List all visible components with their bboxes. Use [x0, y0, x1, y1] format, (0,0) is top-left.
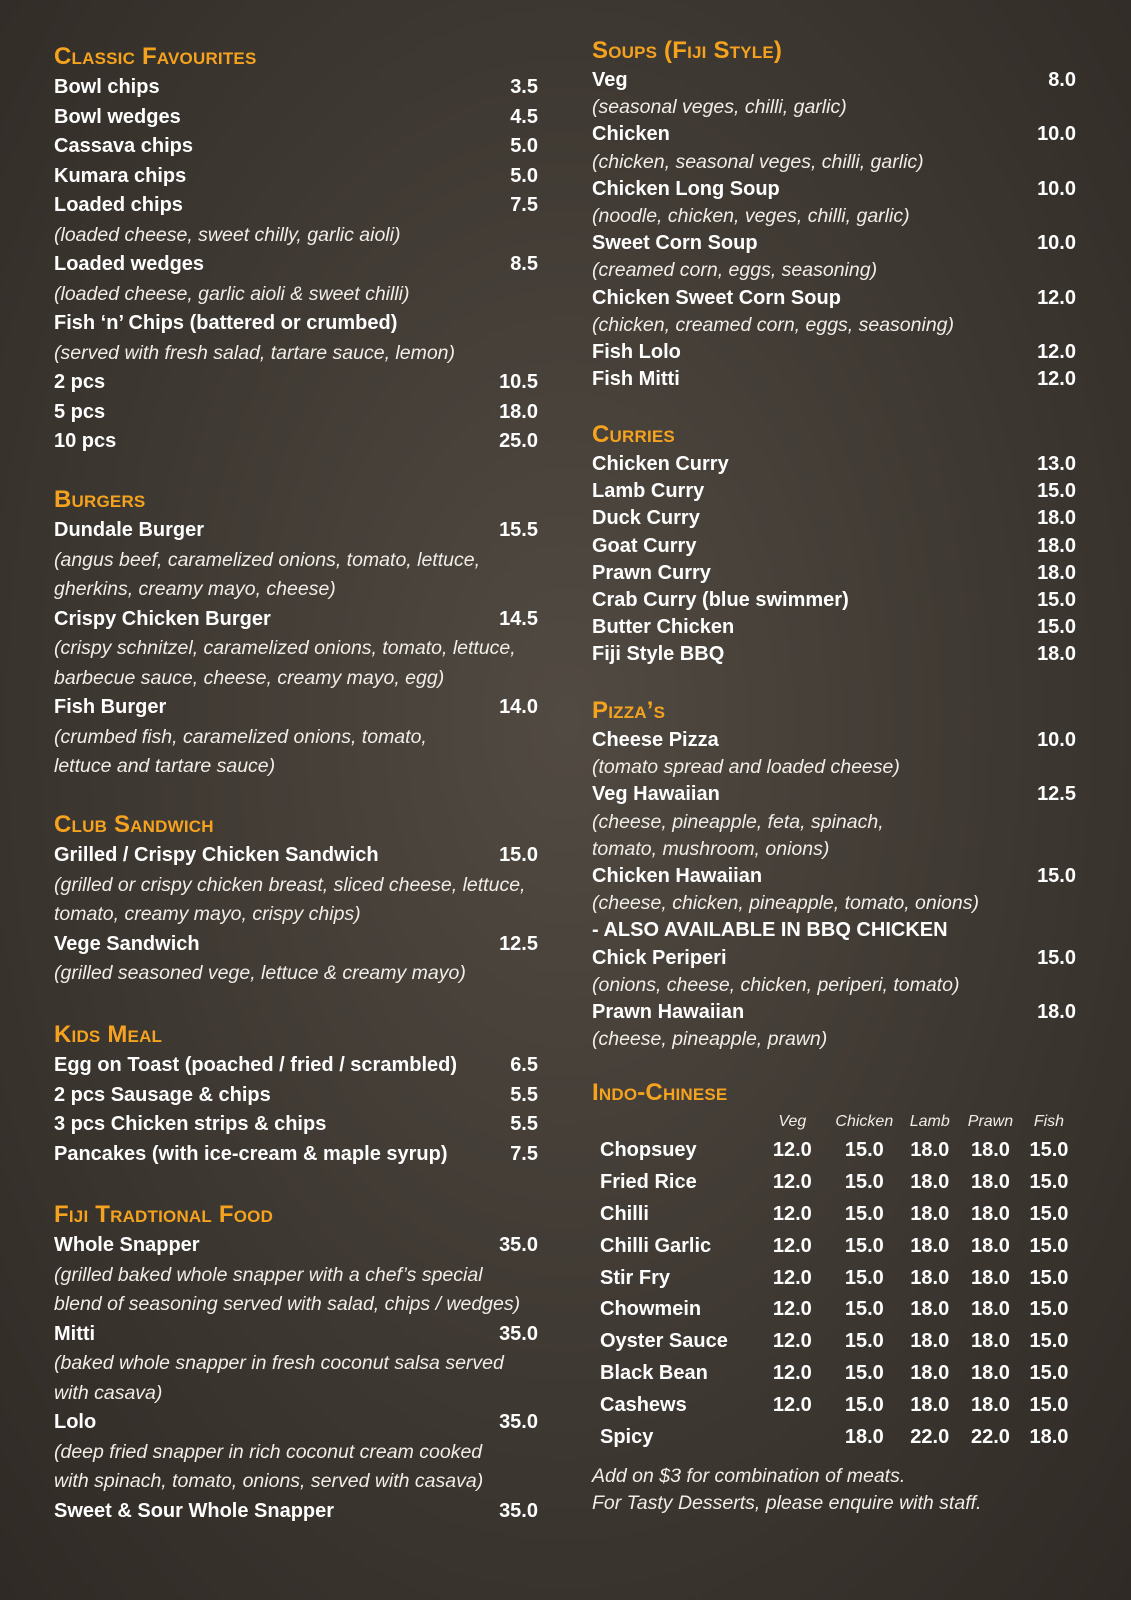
- item-name: Chicken Curry: [592, 453, 729, 475]
- section-classic-favourites: [54, 42, 538, 457]
- item-name: Fiji Style BBQ: [592, 643, 725, 666]
- column-header: Prawn: [967, 1113, 1014, 1130]
- item-price: 12.0: [1037, 340, 1076, 363]
- price-cell: 18.0: [970, 1361, 1010, 1384]
- section-heading: Indo-Chinese: [592, 1079, 728, 1106]
- item-description: (loaded cheese, sweet chilly, garlic aioli): [54, 223, 401, 246]
- section-burgers: [54, 485, 538, 782]
- item-description: (onions, cheese, chicken, periperi, tomato): [592, 973, 960, 996]
- item-name: Crab Curry (blue swimmer): [592, 588, 849, 611]
- item-name: Cassava chips: [54, 135, 193, 157]
- dish-name: Oyster Sauce: [600, 1330, 728, 1353]
- item-price: 15.0: [1037, 480, 1076, 503]
- price-cell: 15.0: [1029, 1393, 1069, 1416]
- item-name: Goat Curry: [592, 534, 697, 557]
- item-description: tomato, creamy mayo, crispy chips): [54, 903, 361, 925]
- price-cell: 18.0: [970, 1266, 1010, 1289]
- item-price: 12.0: [1037, 286, 1076, 309]
- dish-name: Chowmein: [600, 1298, 702, 1321]
- menu-item: [54, 516, 538, 546]
- item-price: 10.0: [1037, 123, 1076, 146]
- menu-item: [54, 930, 538, 960]
- item-description: with casava): [54, 1381, 163, 1404]
- item-price: 5.5: [510, 1083, 538, 1106]
- item-name: Chicken: [592, 123, 670, 146]
- item-price: 13.0: [1037, 453, 1076, 475]
- menu-item: [54, 1140, 538, 1170]
- price-cell: 18.0: [970, 1139, 1010, 1162]
- price-cell: 15.0: [844, 1361, 884, 1384]
- table-row: [600, 1262, 1076, 1294]
- item-name: 3 pcs Chicken strips & chips: [54, 1113, 327, 1135]
- price-cell: 18.0: [910, 1171, 950, 1194]
- price-cell: 12.0: [772, 1234, 812, 1257]
- item-price: 18.0: [1037, 643, 1076, 666]
- section-heading: Kids Meal: [54, 1021, 163, 1048]
- menu-item: [592, 614, 1076, 641]
- section-heading: Curries: [592, 421, 675, 448]
- item-price: 12.5: [1037, 783, 1076, 806]
- price-cell: 12.0: [772, 1393, 812, 1416]
- item-name: Chicken Sweet Corn Soup: [592, 286, 841, 309]
- item-price: 7.5: [510, 194, 538, 216]
- item-description: barbecue sauce, cheese, creamy mayo, egg): [54, 666, 445, 689]
- menu-item: [54, 693, 538, 723]
- item-price: 8.5: [510, 253, 538, 275]
- table-row: [600, 1230, 1076, 1262]
- menu-item: [592, 863, 1076, 890]
- item-description: (tomato spread and loaded cheese): [592, 756, 900, 779]
- item-price: 4.5: [510, 105, 538, 128]
- section-heading: Club Sandwich: [54, 811, 214, 838]
- item-price: 5.5: [510, 1113, 538, 1135]
- price-cell: 18.0: [910, 1139, 950, 1162]
- menu-item: [592, 781, 1076, 808]
- dish-name: Stir Fry: [600, 1266, 671, 1289]
- item-description: (loaded cheese, garlic aioli & sweet chilli): [54, 282, 410, 305]
- menu-item: [54, 309, 538, 339]
- menu-item: [592, 176, 1076, 203]
- item-name: Butter Chicken: [592, 616, 735, 639]
- item-price: 18.0: [499, 400, 538, 423]
- table-row: [600, 1199, 1076, 1231]
- table-row: [600, 1326, 1076, 1358]
- item-name: Mitti: [54, 1322, 96, 1345]
- item-description: (angus beef, caramelized onions, tomato, lettuce,: [54, 548, 480, 571]
- price-cell: 15.0: [1029, 1171, 1069, 1194]
- item-description: with spinach, tomato, onions, served with casava): [54, 1470, 484, 1492]
- item-name: 2 pcs: [54, 371, 106, 393]
- item-name: Chicken Long Soup: [592, 177, 780, 200]
- dish-name: Black Bean: [600, 1361, 708, 1384]
- price-cell: 15.0: [844, 1298, 884, 1321]
- item-description: (cheese, chicken, pineapple, tomato, onions): [592, 892, 979, 915]
- price-cell: 12.0: [772, 1171, 812, 1194]
- menu-item: [592, 533, 1076, 560]
- menu-item: [592, 285, 1076, 312]
- table-row: [600, 1135, 1076, 1167]
- menu-item: [54, 73, 538, 103]
- item-description: (seasonal veges, chilli, garlic): [592, 96, 847, 119]
- item-name: 2 pcs Sausage & chips: [54, 1083, 271, 1106]
- menu-item: [54, 841, 538, 871]
- price-cell: 15.0: [844, 1393, 884, 1416]
- price-cell: 22.0: [910, 1425, 950, 1448]
- menu-item: [592, 999, 1076, 1026]
- price-cell: 15.0: [844, 1234, 884, 1257]
- price-cell: 12.0: [772, 1361, 812, 1384]
- item-price: 15.0: [1037, 946, 1076, 969]
- price-cell: 15.0: [1029, 1266, 1069, 1289]
- section-heading: Classic Favourites: [54, 43, 257, 70]
- price-cell: 18.0: [910, 1393, 950, 1416]
- footer-note: For Tasty Desserts, please enquire with staff.: [592, 1492, 982, 1514]
- menu-item: [592, 67, 1076, 94]
- item-name: Bowl wedges: [54, 105, 181, 128]
- item-name: 10 pcs: [54, 430, 117, 452]
- section-heading: Fiji Tradtional Food: [54, 1201, 274, 1228]
- dish-name: Chilli: [600, 1202, 649, 1225]
- menu-item: [592, 641, 1076, 668]
- price-cell: 18.0: [910, 1330, 950, 1353]
- item-price: 6.5: [510, 1054, 538, 1076]
- table-row: [600, 1294, 1076, 1326]
- item-price: 10.0: [1037, 232, 1076, 255]
- price-cell: 18.0: [970, 1393, 1010, 1416]
- section-heading: Pizza’s: [592, 697, 666, 724]
- item-name: Whole Snapper: [54, 1234, 200, 1256]
- price-cell: 12.0: [772, 1202, 812, 1225]
- price-cell: 15.0: [844, 1171, 884, 1194]
- footer-note: Add on $3 for combination of meats.: [592, 1465, 906, 1487]
- item-price: 25.0: [499, 430, 538, 452]
- item-description: (grilled or crispy chicken breast, sliced cheese, lettuce,: [54, 873, 526, 896]
- menu-item: [592, 505, 1076, 532]
- item-price: 15.0: [1037, 616, 1076, 639]
- item-name: Duck Curry: [592, 507, 700, 530]
- menu-item: [592, 121, 1076, 148]
- menu-item: [592, 451, 1076, 478]
- menu-item: [592, 727, 1076, 754]
- item-name: Veg: [592, 69, 628, 91]
- menu-item: [54, 1110, 538, 1140]
- item-description: (cheese, pineapple, prawn): [592, 1028, 828, 1051]
- section-club-sandwich: [54, 810, 538, 989]
- item-name: Vege Sandwich: [54, 932, 200, 955]
- price-cell: 15.0: [1029, 1361, 1069, 1384]
- menu-item: [592, 339, 1076, 366]
- item-name: Fish Burger: [54, 696, 167, 718]
- price-cell: 18.0: [970, 1234, 1010, 1257]
- item-price: 8.0: [1048, 69, 1076, 91]
- item-price: 15.0: [1037, 588, 1076, 611]
- item-description: (chicken, creamed corn, eggs, seasoning): [592, 313, 955, 336]
- price-cell: 18.0: [910, 1361, 950, 1384]
- menu-item: [592, 560, 1076, 587]
- item-price: 18.0: [1037, 534, 1076, 557]
- price-cell: [756, 1421, 828, 1453]
- item-description: (crispy schnitzel, caramelized onions, tomato, lettuce,: [54, 637, 516, 659]
- item-description: lettuce and tartare sauce): [54, 755, 276, 777]
- item-name: Fish Lolo: [592, 340, 681, 363]
- menu-item: [54, 1231, 538, 1261]
- item-name: Prawn Hawaiian: [592, 1000, 745, 1023]
- item-price: 10.5: [499, 371, 538, 393]
- price-cell: 18.0: [910, 1202, 950, 1225]
- item-price: 5.0: [510, 164, 538, 187]
- item-description: (deep fried snapper in rich coconut cream cooked: [54, 1440, 483, 1463]
- item-description: (served with fresh salad, tartare sauce, lemon): [54, 341, 456, 364]
- menu-item: [592, 945, 1076, 972]
- menu-item: [54, 250, 538, 280]
- table-row: [600, 1167, 1076, 1199]
- item-price: 14.5: [499, 607, 538, 630]
- item-name: Chick Periperi: [592, 946, 727, 969]
- price-cell: 18.0: [910, 1298, 950, 1321]
- column-header: Veg: [778, 1113, 807, 1130]
- item-description: tomato, mushroom, onions): [592, 837, 830, 860]
- dish-name: Spicy: [600, 1425, 654, 1448]
- item-name: Crispy Chicken Burger: [54, 607, 271, 630]
- item-description: (baked whole snapper in fresh coconut salsa served: [54, 1352, 504, 1374]
- menu-item: [54, 368, 538, 398]
- item-description: (cheese, pineapple, feta, spinach,: [592, 810, 884, 833]
- menu-item: [592, 587, 1076, 614]
- menu-item: [54, 1497, 538, 1527]
- menu-item: [592, 366, 1076, 393]
- price-cell: 18.0: [970, 1202, 1010, 1225]
- price-cell: 12.0: [772, 1266, 812, 1289]
- item-name: Dundale Burger: [54, 519, 205, 541]
- column-header: Lamb: [909, 1113, 950, 1130]
- item-name: Grilled / Crispy Chicken Sandwich: [54, 844, 379, 866]
- item-price: 35.0: [499, 1411, 538, 1433]
- price-cell: 15.0: [844, 1330, 884, 1353]
- item-description: (grilled baked whole snapper with a chef’s special: [54, 1263, 483, 1286]
- item-name: Veg Hawaiian: [592, 783, 720, 806]
- item-description: blend of seasoning served with salad, chips / wedges): [54, 1293, 521, 1315]
- menu-item: [592, 478, 1076, 505]
- price-cell: 18.0: [970, 1171, 1010, 1194]
- indo-chinese-price-table: [600, 1109, 1076, 1453]
- price-cell: 18.0: [910, 1234, 950, 1257]
- menu-item: [54, 1081, 538, 1111]
- price-cell: 18.0: [970, 1298, 1010, 1321]
- price-cell: 15.0: [844, 1266, 884, 1289]
- dish-name: Fried Rice: [600, 1171, 697, 1194]
- section-kids-meal: [54, 1020, 538, 1169]
- item-price: 15.0: [499, 844, 538, 866]
- price-cell: 15.0: [844, 1139, 884, 1162]
- price-cell: 18.0: [910, 1266, 950, 1289]
- item-name: 5 pcs: [54, 400, 106, 423]
- dish-name: Cashews: [600, 1393, 687, 1416]
- menu-item: [54, 103, 538, 133]
- item-price: 12.0: [1037, 368, 1076, 391]
- item-price: 18.0: [1037, 1000, 1076, 1023]
- item-price: 18.0: [1037, 507, 1076, 530]
- section-heading: Burgers: [54, 486, 146, 513]
- item-description: (crumbed fish, caramelized onions, tomato,: [54, 725, 427, 748]
- price-cell: 15.0: [844, 1202, 884, 1225]
- item-name: Sweet Corn Soup: [592, 232, 758, 255]
- menu-item: [54, 191, 538, 221]
- item-name: Cheese Pizza: [592, 729, 719, 751]
- item-description: (grilled seasoned vege, lettuce & creamy mayo): [54, 962, 466, 984]
- item-price: 15.0: [1037, 864, 1076, 887]
- price-cell: 12.0: [772, 1298, 812, 1321]
- item-note: - ALSO AVAILABLE IN BBQ CHICKEN: [592, 919, 948, 942]
- item-name: Lamb Curry: [592, 480, 705, 503]
- item-name: Bowl chips: [54, 76, 160, 98]
- menu-item: [54, 1320, 538, 1350]
- item-name: Pancakes (with ice-cream & maple syrup): [54, 1142, 448, 1165]
- table-row: [600, 1358, 1076, 1390]
- menu-item: [54, 1051, 538, 1081]
- section-curries: [592, 420, 1076, 669]
- item-price: 5.0: [510, 135, 538, 157]
- footer-notes: [592, 1463, 1076, 1517]
- item-name: Loaded wedges: [54, 253, 205, 275]
- price-cell: 15.0: [1029, 1202, 1069, 1225]
- dish-name: Chopsuey: [600, 1139, 697, 1162]
- menu-item: [54, 162, 538, 192]
- section-heading: Soups (Fiji Style): [592, 37, 783, 64]
- item-price: 15.5: [499, 519, 538, 541]
- menu-item: [54, 398, 538, 428]
- table-row: [600, 1389, 1076, 1421]
- item-description: (chicken, seasonal veges, chilli, garlic): [592, 150, 924, 173]
- table-header-row: [600, 1109, 1076, 1135]
- menu-item: [592, 230, 1076, 257]
- item-name: Loaded chips: [54, 194, 183, 216]
- item-description: (noodle, chicken, veges, chilli, garlic): [592, 204, 910, 227]
- item-name: Prawn Curry: [592, 561, 711, 584]
- item-name: Chicken Hawaiian: [592, 864, 763, 887]
- item-price: 12.5: [499, 932, 538, 955]
- price-cell: 15.0: [1029, 1139, 1069, 1162]
- section-fiji-traditional-food: [54, 1200, 538, 1526]
- column-header: Fish: [1033, 1113, 1065, 1130]
- item-price: 10.0: [1037, 729, 1076, 751]
- section-soups: [592, 36, 1076, 393]
- item-name: Sweet & Sour Whole Snapper: [54, 1499, 335, 1522]
- item-name: Egg on Toast (poached / fried / scrambled): [54, 1054, 458, 1076]
- table-row: [600, 1421, 1076, 1453]
- item-name: Kumara chips: [54, 164, 187, 187]
- section-indo-chinese: [592, 1078, 1076, 1453]
- menu-item: [54, 427, 538, 457]
- dish-name: Chilli Garlic: [600, 1234, 712, 1257]
- price-cell: 15.0: [1029, 1330, 1069, 1353]
- item-price: 18.0: [1037, 561, 1076, 584]
- price-cell: 12.0: [772, 1330, 812, 1353]
- item-name: Lolo: [54, 1411, 97, 1433]
- item-description: gherkins, creamy mayo, cheese): [54, 578, 336, 600]
- item-price: 10.0: [1037, 177, 1076, 200]
- price-cell: 12.0: [772, 1139, 812, 1162]
- item-price: 35.0: [499, 1499, 538, 1522]
- item-description: (creamed corn, eggs, seasoning): [592, 259, 878, 282]
- item-price: 14.0: [499, 696, 538, 718]
- section-pizzas: [592, 696, 1076, 1053]
- menu-item: [54, 605, 538, 635]
- item-price: 35.0: [499, 1234, 538, 1256]
- menu-item: [54, 1408, 538, 1438]
- item-price: 7.5: [510, 1142, 538, 1165]
- price-cell: 22.0: [970, 1425, 1010, 1448]
- menu-item: [54, 132, 538, 162]
- price-cell: 15.0: [1029, 1298, 1069, 1321]
- price-cell: 18.0: [970, 1330, 1010, 1353]
- item-price: 35.0: [499, 1322, 538, 1345]
- item-price: 3.5: [510, 76, 538, 98]
- price-cell: 15.0: [1029, 1234, 1069, 1257]
- column-header: Chicken: [835, 1113, 894, 1130]
- item-name: Fish Mitti: [592, 368, 680, 391]
- price-cell: 18.0: [1029, 1425, 1069, 1448]
- item-name: Fish ‘n’ Chips (battered or crumbed): [54, 312, 398, 334]
- price-cell: 18.0: [844, 1425, 884, 1448]
